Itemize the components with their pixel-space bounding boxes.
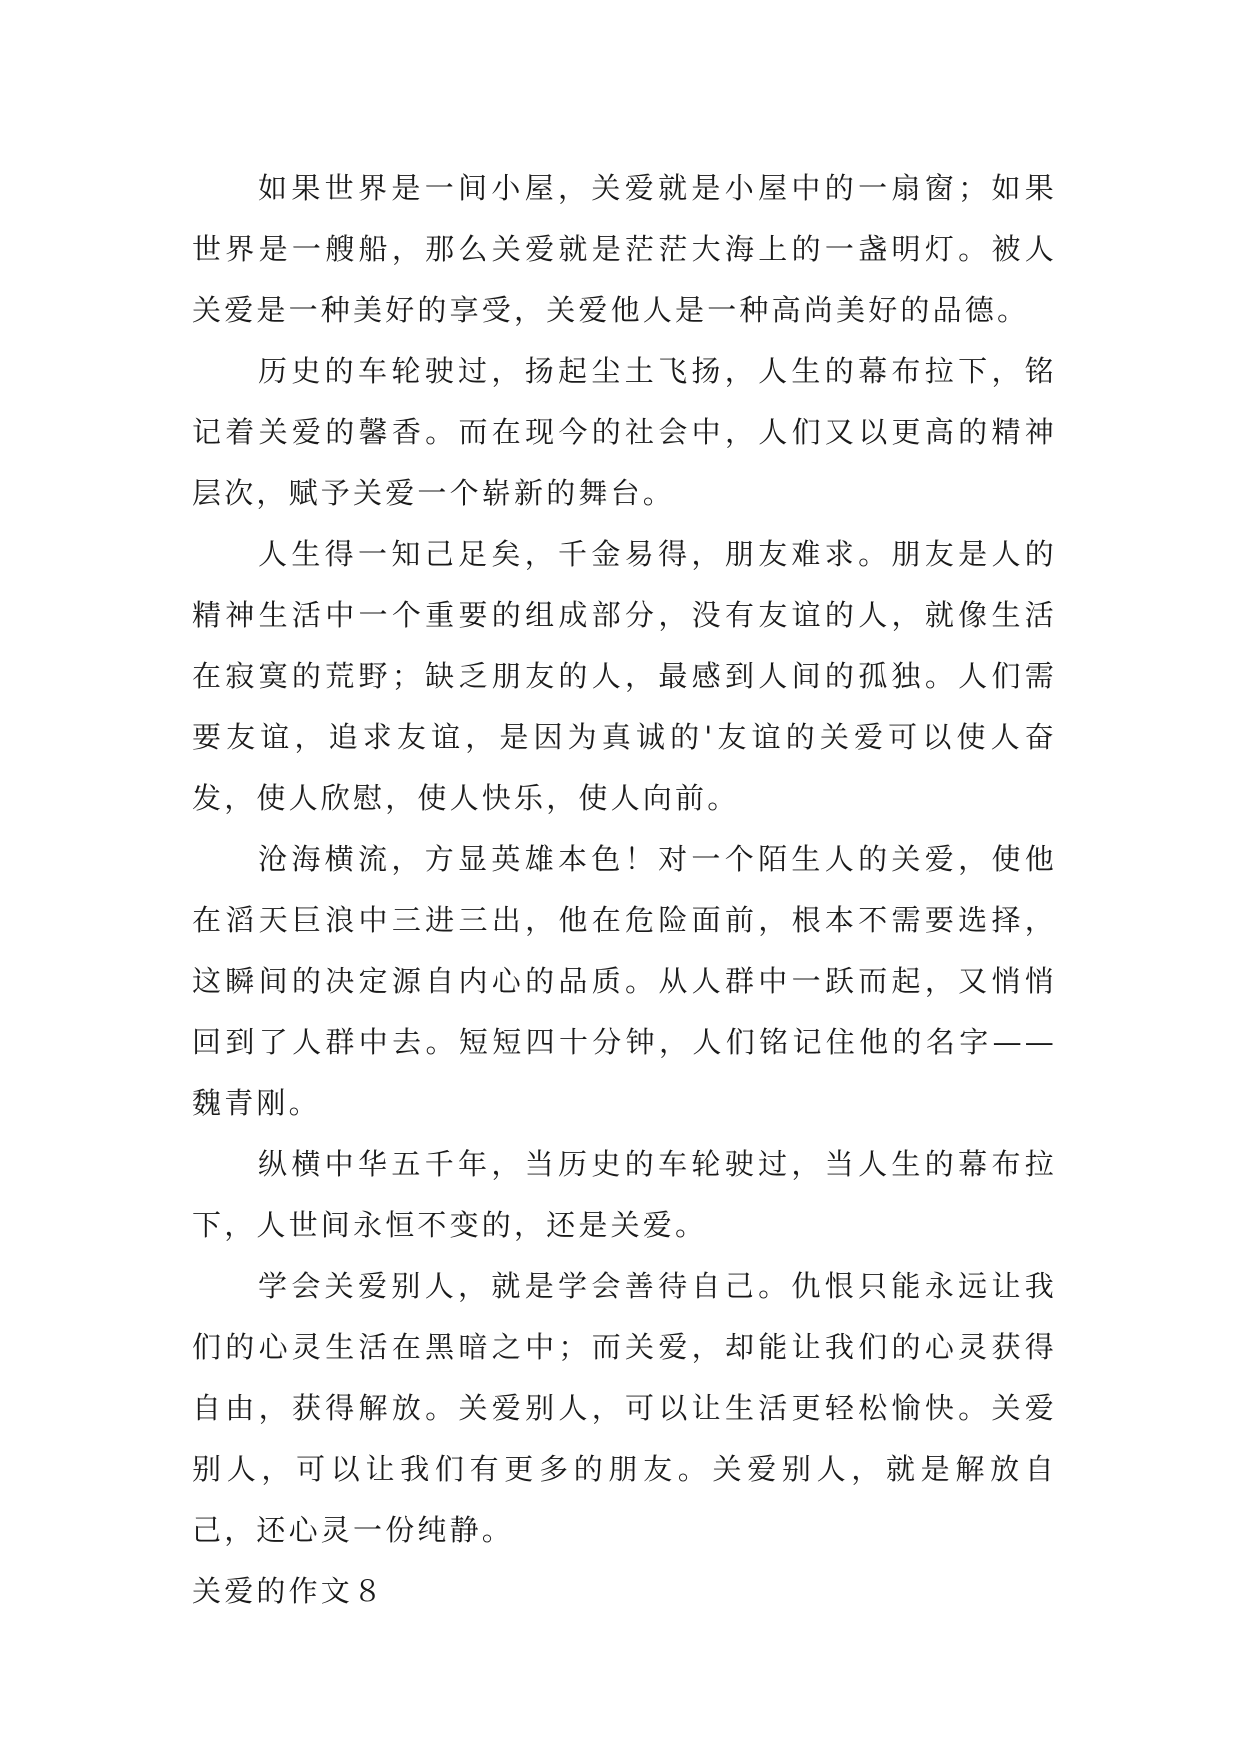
paragraph-5: 纵横中华五千年，当历史的车轮驶过，当人生的幕布拉下，人世间永恒不变的，还是关爱。 (192, 1147, 1057, 1242)
paragraph-4: 沧海横流，方显英雄本色！对一个陌生人的关爱，使他在滔天巨浪中三进三出，他在危险面前，根本不需要选择，这瞬间的决定源自内心的品质。从人群中一跃而起，又悄悄回到了人群中去。短短四十分钟，人们铭记住他的名字——魏青刚。 (192, 842, 1057, 1120)
paragraph-3: 人生得一知己足矣，千金易得，朋友难求。朋友是人的精神生活中一个重要的组成部分，没有友谊的人，就像生活在寂寞的荒野；缺乏朋友的人，最感到人间的孤独。人们需要友谊，追求友谊，是因为真诚的'友谊的关爱可以使人奋发，使人欣慰，使人快乐，使人向前。 (192, 537, 1057, 815)
paragraph-2: 历史的车轮驶过，扬起尘土飞扬，人生的幕布拉下，铭记着关爱的馨香。而在现今的社会中，人们又以更高的精神层次，赋予关爱一个崭新的舞台。 (192, 354, 1057, 510)
paragraph-6: 学会关爱别人，就是学会善待自己。仇恨只能永远让我们的心灵生活在黑暗之中；而关爱，却能让我们的心灵获得自由，获得解放。关爱别人，可以让生活更轻松愉快。关爱别人，可以让我们有更多的朋友。关爱别人，就是解放自己，还心灵一份纯静。 (192, 1269, 1057, 1547)
document-page (192, 158, 1057, 1622)
paragraph-1: 如果世界是一间小屋，关爱就是小屋中的一扇窗；如果世界是一艘船，那么关爱就是茫茫大海上的一盏明灯。被人关爱是一种美好的享受，关爱他人是一种高尚美好的品德。 (192, 171, 1057, 327)
section-heading: 关爱的作文８ (192, 1574, 386, 1608)
